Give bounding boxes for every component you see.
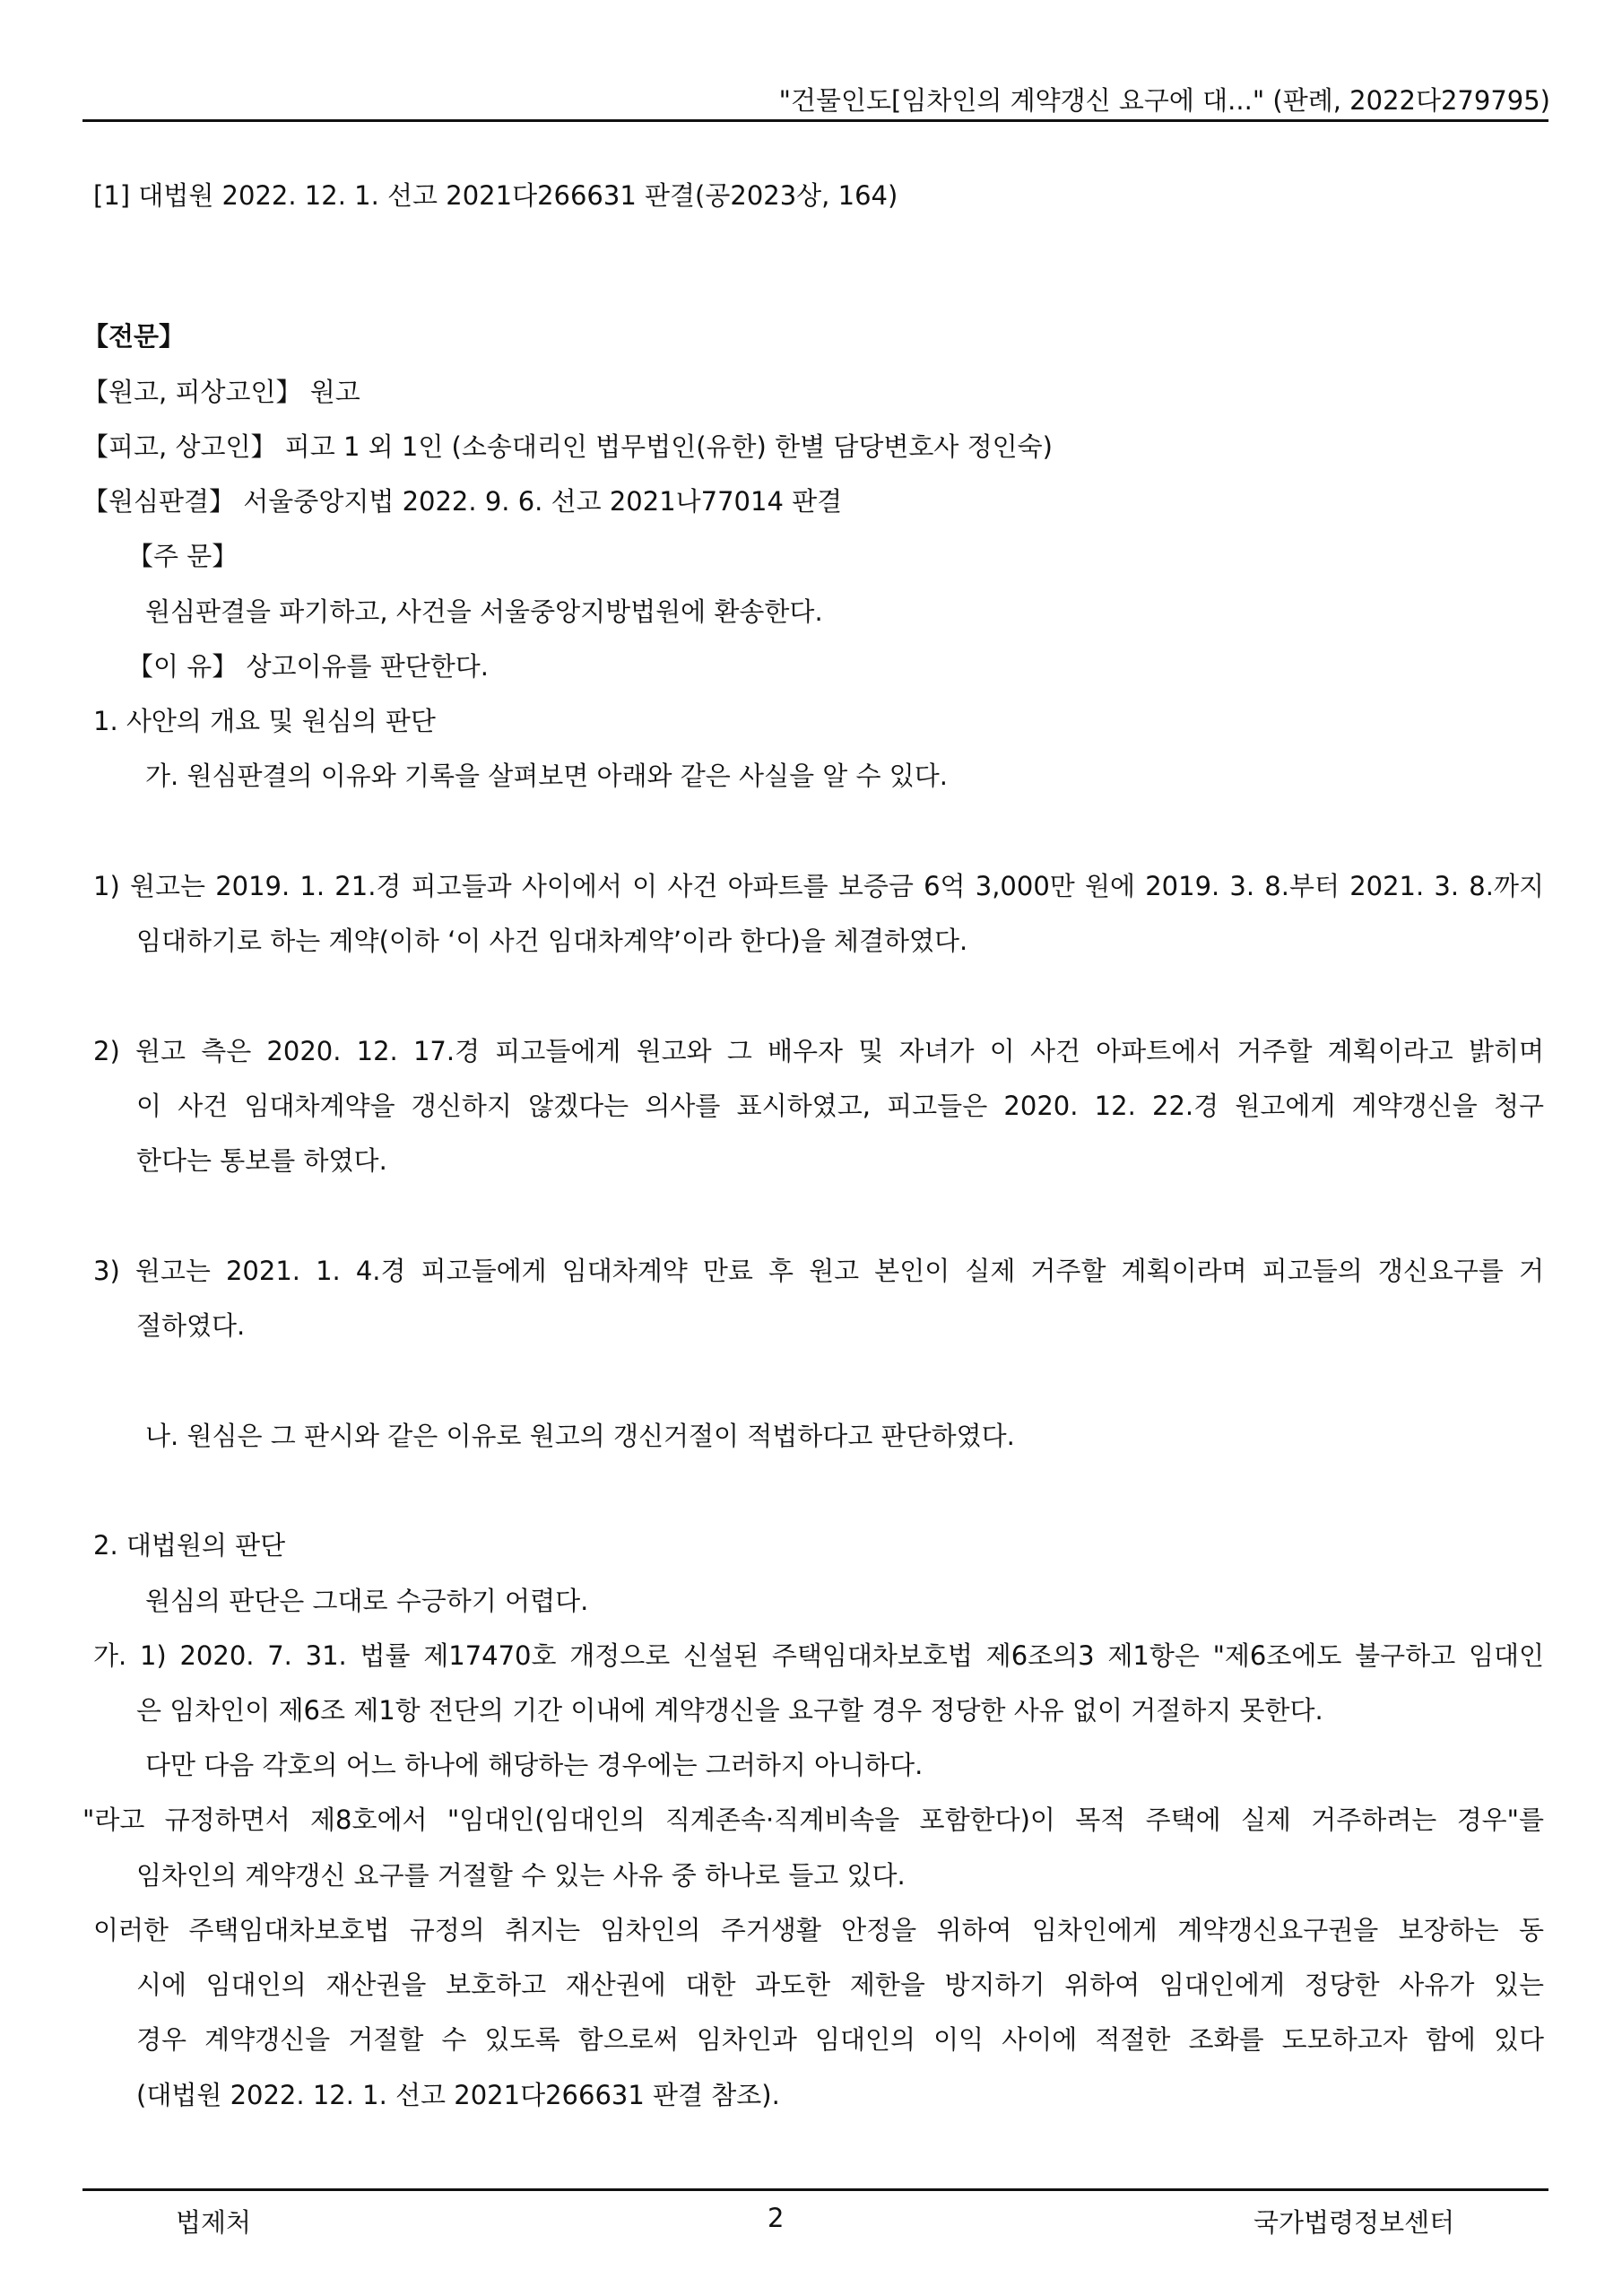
lower-judgment-line: 【원심판결】 서울중앙지법 2022. 9. 6. 선고 2021나77014 판결: [82, 486, 843, 517]
para-rule-line-2: 임차인의 계약갱신 요구를 거절할 수 있는 사유 중 하나로 들고 있다.: [136, 1860, 906, 1891]
para-purpose-line-4: (대법원 2022. 12. 1. 선고 2021다266631 판결 참조).: [136, 2080, 780, 2110]
order-heading: 【주 문】: [127, 541, 239, 571]
defendant-line: 【피고, 상고인】 피고 1 외 1인 (소송대리인 법무법인(유한) 한별 담당변호사 정인숙): [82, 431, 1053, 462]
running-header: "건물인도[임차인의 계약갱신 요구에 대..." (판례, 2022다279795): [778, 85, 1550, 116]
fact-1-line-1: 1) 원고는 2019. 1. 21.경 피고들과 사이에서 이 사건 아파트를 보증금 6억 3,000만 원에 2019. 3. 8.부터 2021. 3. 8.까지: [93, 871, 1544, 901]
para-ga-line-2: 은 임차인이 제6조 제1항 전단의 기간 이내에 계약갱신을 요구할 경우 정당한 사유 없이 거절하지 못한다.: [136, 1695, 1323, 1726]
section-1-ga: 가. 원심판결의 이유와 기록을 살펴보면 아래와 같은 사실을 알 수 있다.: [145, 761, 949, 791]
section-2-intro: 원심의 판단은 그대로 수긍하기 어렵다.: [145, 1586, 589, 1616]
reason-heading: 【이 유】 상고이유를 판단한다.: [127, 651, 490, 682]
para-rule-line-1: "라고 규정하면서 제8호에서 "임대인(임대인의 직계존속·직계비속을 포함한다)이 목적 주택에 실제 거주하려는 경우"를: [82, 1805, 1544, 1835]
section-1-title: 1. 사안의 개요 및 원심의 판단: [93, 706, 436, 736]
fact-2-line-2: 이 사건 임대차계약을 갱신하지 않겠다는 의사를 표시하였고, 피고들은 2020. 12. 22.경 원고에게 계약갱신을 청구: [136, 1091, 1544, 1121]
section-2-title: 2. 대법원의 판단: [93, 1530, 286, 1561]
reference-citation: [1] 대법원 2022. 12. 1. 선고 2021다266631 판결(공2023상, 164): [93, 180, 898, 211]
footer-publisher: 법제처: [176, 2207, 252, 2238]
para-ga-line-3: 다만 다음 각호의 어느 하나에 해당하는 경우에는 그러하지 아니하다.: [145, 1750, 924, 1780]
fact-2-line-1: 2) 원고 측은 2020. 12. 17.경 피고들에게 원고와 그 배우자 및 자녀가 이 사건 아파트에서 거주할 계획이라고 밝히며: [93, 1036, 1545, 1066]
order-text: 원심판결을 파기하고, 사건을 서울중앙지방법원에 환송한다.: [145, 596, 823, 627]
para-purpose-line-1: 이러한 주택임대차보호법 규정의 취지는 임차인의 주거생활 안정을 위하여 임차인에게 계약갱신요구권을 보장하는 동: [93, 1915, 1544, 1945]
fact-3-line-1: 3) 원고는 2021. 1. 4.경 피고들에게 임대차계약 만료 후 원고 본인이 실제 거주할 계획이라며 피고들의 갱신요구를 거: [93, 1256, 1544, 1286]
plaintiff-line: 【원고, 피상고인】 원고: [82, 377, 360, 407]
section-1-na: 나. 원심은 그 판시와 같은 이유로 원고의 갱신거절이 적법하다고 판단하였다.: [145, 1421, 1015, 1451]
fact-3-line-2: 절하였다.: [136, 1310, 246, 1341]
footer-rule: [82, 2188, 1548, 2191]
page-number: 2: [768, 2203, 785, 2233]
footer-source: 국가법령정보센터: [1253, 2207, 1455, 2238]
para-ga-line-1: 가. 1) 2020. 7. 31. 법률 제17470호 개정으로 신설된 주택임대차보호법 제6조의3 제1항은 "제6조에도 불구하고 임대인: [93, 1640, 1544, 1671]
para-purpose-line-2: 시에 임대인의 재산권을 보호하고 재산권에 대한 과도한 제한을 방지하기 위하여 임대인에게 정당한 사유가 있는: [136, 1970, 1544, 2000]
header-rule: [82, 119, 1548, 122]
fact-2-line-3: 한다는 통보를 하였다.: [136, 1145, 387, 1176]
para-purpose-line-3: 경우 계약갱신을 거절할 수 있도록 함으로써 임차인과 임대인의 이익 사이에 적절한 조화를 도모하고자 함에 있다: [136, 2024, 1544, 2055]
fact-1-line-2: 임대하기로 하는 계약(이하 ‘이 사건 임대차계약’이라 한다)을 체결하였다.: [136, 926, 968, 956]
section-heading-full-text: 【전문】: [82, 321, 186, 352]
